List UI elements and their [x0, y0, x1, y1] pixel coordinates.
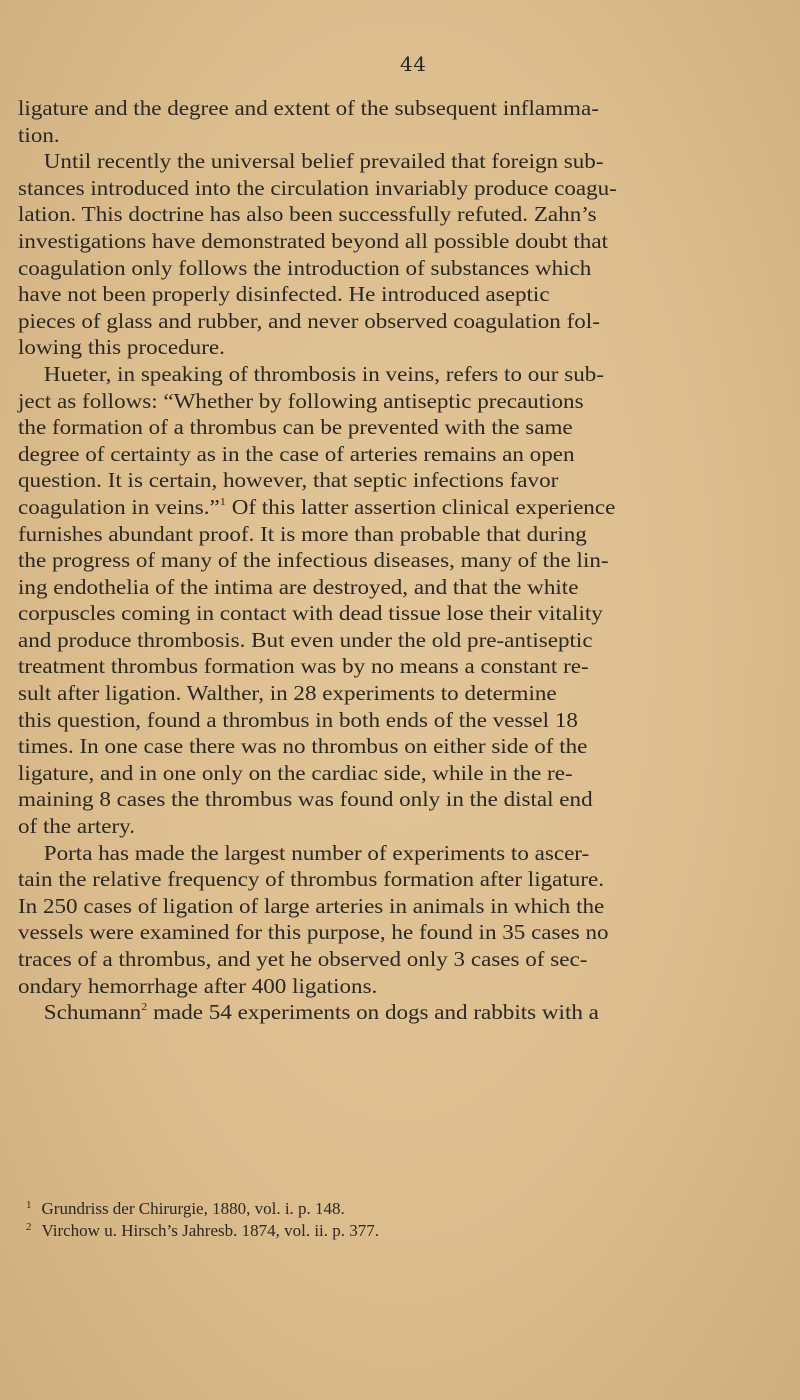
text-line: investigations have demonstrated beyond all possible doubt that — [18, 230, 608, 253]
text-line: lowing this procedure. — [18, 337, 225, 360]
text-line: furnishes abundant proof. It is more than probable that during — [18, 523, 587, 546]
text-line: degree of certainty as in the case of arteries remains an open — [18, 443, 575, 466]
text-line: corpuscles coming in contact with dead tissue lose their vitality — [18, 603, 603, 626]
footnotes — [26, 1198, 538, 1242]
footnote-mark: 2 — [26, 1221, 32, 1233]
text-line: Porta has made the largest number of experiments to ascer- — [43, 842, 590, 865]
text-fragment: made 54 experiments on dogs and rabbits with a — [147, 1002, 599, 1025]
footnote-text: Grundriss der Chirurgie, 1880, vol. i. p. 148. — [41, 1199, 345, 1218]
body-text — [18, 96, 617, 1027]
text-line: ing endothelia of the intima are destroyed, and that the white — [18, 576, 579, 599]
text-line: question. It is certain, however, that septic infections favor — [18, 470, 559, 493]
text-fragment: Schumann — [43, 1002, 142, 1025]
text-line: of the artery. — [18, 816, 135, 839]
text-line: ligature, and in one only on the cardiac side, while in the re- — [18, 762, 573, 785]
text-line: ligature and the degree and extent of the subsequent inflamma- — [18, 98, 599, 120]
text-line: this question, found a thrombus in both ends of the vessel 18 — [18, 709, 578, 732]
footnote — [26, 1198, 538, 1220]
text-line: the formation of a thrombus can be prevented with the same — [18, 417, 573, 440]
text-line: traces of a thrombus, and yet he observed only 3 cases of sec- — [18, 949, 588, 971]
text-line-with-note — [18, 1000, 599, 1027]
text-line: Hueter, in speaking of thrombosis in veins, refers to our sub- — [43, 363, 604, 386]
text-line: lation. This doctrine has also been successfully refuted. Zahn’s — [18, 204, 597, 227]
footnote-mark: 1 — [26, 1199, 32, 1211]
text-line: ondary hemorrhage after 400 ligations. — [18, 975, 378, 998]
text-line: have not been properly disinfected. He introduced aseptic — [18, 284, 550, 307]
text-line: tion. — [18, 124, 60, 147]
text-line: times. In one case there was no thrombus on either side of the — [18, 736, 588, 759]
page-number: 44 — [400, 52, 427, 76]
text-line: ject as follows: “Whether by following antiseptic precautions — [18, 390, 584, 413]
footnote-ref: 1 — [219, 496, 226, 509]
text-line: Until recently the universal belief prevailed that foreign sub- — [43, 151, 604, 174]
text-line: sult after ligation. Walther, in 28 experiments to determine — [18, 683, 557, 706]
footnote-text: Virchow u. Hirsch’s Jahresb. 1874, vol. ii. p. 377. — [41, 1221, 380, 1240]
text-line: maining 8 cases the thrombus was found only in the distal end — [18, 789, 593, 812]
text-fragment: Of this latter assertion clinical experience — [225, 496, 616, 519]
text-fragment: coagulation in veins.” — [18, 496, 220, 519]
text-line: In 250 cases of ligation of large arteries in animals in which the — [18, 895, 605, 918]
text-line: vessels were examined for this purpose, he found in 35 cases no — [18, 922, 609, 945]
text-line: treatment thrombus formation was by no means a constant re- — [18, 656, 589, 679]
text-line: pieces of glass and rubber, and never observed coagulation fol- — [18, 310, 600, 333]
text-line: the progress of many of the infectious diseases, many of the lin- — [18, 550, 609, 573]
footnote — [26, 1220, 538, 1242]
text-line-with-note — [18, 495, 616, 522]
footnote-ref: 2 — [141, 1001, 148, 1014]
text-line: and produce thrombosis. But even under the old pre-antiseptic — [18, 629, 593, 652]
text-line: stances introduced into the circulation invariably produce coagu- — [18, 177, 617, 200]
text-line: coagulation only follows the introduction of substances which — [18, 257, 592, 280]
text-line: tain the relative frequency of thrombus formation after ligature. — [18, 869, 605, 892]
